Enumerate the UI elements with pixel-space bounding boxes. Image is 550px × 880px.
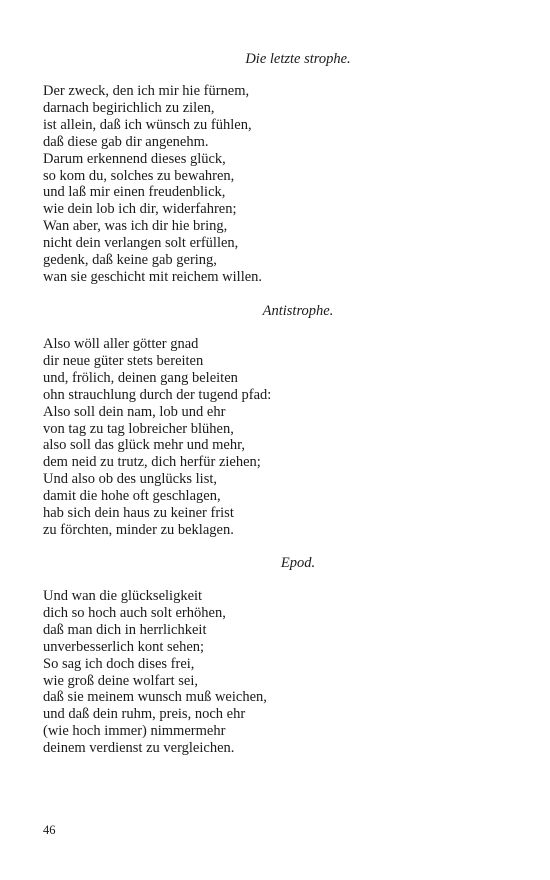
- poem-line: Also wöll aller götter gnad: [43, 336, 199, 352]
- poem-line: und, frölich, deinen gang beleiten: [43, 369, 238, 386]
- heading-text: Epod.: [280, 555, 316, 571]
- poem-line: ohn strauchlung durch der tugend pfad:: [43, 386, 272, 403]
- poem-line: Also soll dein nam, lob und ehr: [43, 403, 226, 420]
- poem-line: dich so hoch auch solt erhöhen,: [43, 604, 226, 621]
- stanza-epod: [43, 588, 513, 757]
- stanza-antistrophe: [43, 336, 513, 539]
- poem-line: Der zweck, den ich mir hie fürnem,: [43, 83, 250, 99]
- poem-line: ist allein, daß ich wünsch zu fühlen,: [43, 116, 252, 133]
- section-heading-epod: [43, 555, 513, 572]
- poem-line: damit die hohe oft geschlagen,: [43, 488, 221, 505]
- poem-line: Wan aber, was ich dir hie bring,: [43, 218, 228, 235]
- poem-line: Und also ob des unglücks list,: [43, 471, 217, 488]
- heading-text: Antistrophe.: [262, 303, 334, 319]
- poem-lines: [43, 336, 513, 539]
- poem-lines: [43, 588, 513, 757]
- poem-line: wan sie geschicht mit reichem willen.: [43, 268, 263, 285]
- poem-line: so kom du, solches zu bewahren,: [43, 167, 235, 184]
- poem-line: (wie hoch immer) nimmermehr: [43, 723, 226, 740]
- poem-line: nicht dein verlangen solt erfüllen,: [43, 235, 239, 252]
- section-heading-strophe: [43, 51, 513, 68]
- poem-lines: [43, 83, 513, 286]
- page-number: 46: [43, 823, 56, 837]
- poem-line: zu förchten, minder zu beklagen.: [43, 521, 234, 538]
- poem-line: daß diese gab dir angenehm.: [43, 133, 209, 150]
- section-heading-antistrophe: [43, 303, 513, 320]
- poem-line: dem neid zu trutz, dich herfür ziehen;: [43, 454, 261, 471]
- poem-line: daß man dich in herrlichkeit: [43, 621, 207, 638]
- poem-line: daß sie meinem wunsch muß weichen,: [43, 689, 267, 706]
- poem-line: Darum erkennend dieses glück,: [43, 150, 226, 167]
- poem-line: deinem verdienst zu vergleichen.: [43, 740, 235, 757]
- poem-line: also soll das glück mehr und mehr,: [43, 437, 245, 454]
- stanza-strophe: [43, 83, 513, 286]
- poem-line: Und wan die glückseligkeit: [43, 588, 203, 604]
- poem-line: gedenk, daß keine gab gering,: [43, 252, 217, 269]
- poem-line: wie dein lob ich dir, widerfahren;: [43, 201, 237, 218]
- poem-line: wie groß deine wolfart sei,: [43, 672, 199, 689]
- poem-line: und daß dein ruhm, preis, noch ehr: [43, 706, 246, 723]
- poem-line: unverbesserlich kont sehen;: [43, 638, 205, 655]
- poem-line: dir neue güter stets bereiten: [43, 352, 204, 369]
- poem-line: von tag zu tag lobreicher blühen,: [43, 420, 234, 437]
- poem-line: und laß mir einen freudenblick,: [43, 184, 226, 201]
- poem-line: darnach begirichlich zu zilen,: [43, 99, 215, 116]
- poem-line: hab sich dein haus zu keiner frist: [43, 505, 234, 522]
- heading-text: Die letzte strophe.: [245, 51, 351, 67]
- poem-line: So sag ich doch dises frei,: [43, 655, 195, 672]
